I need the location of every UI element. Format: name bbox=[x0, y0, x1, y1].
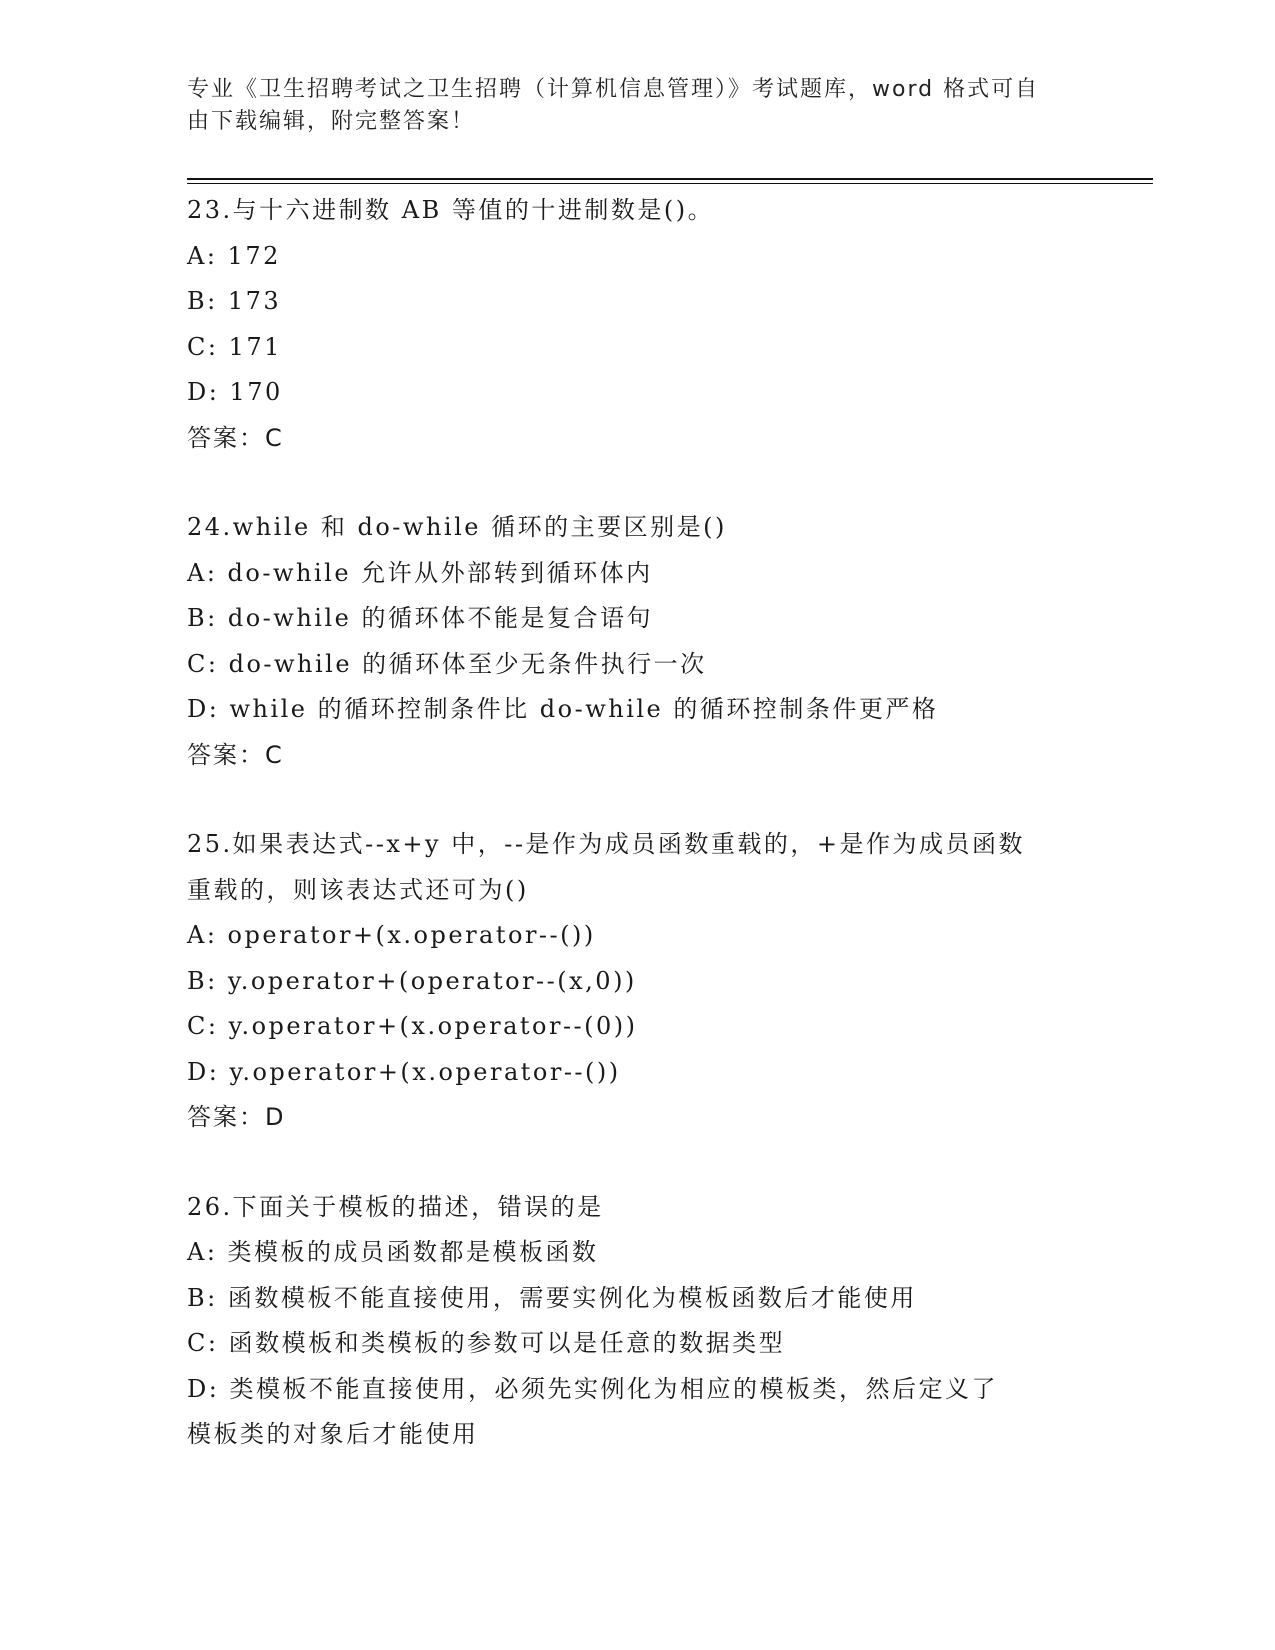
header-line-1: 专业《卫生招聘考试之卫生招聘（计算机信息管理）》考试题库，word 格式可自 bbox=[187, 77, 1040, 102]
answer: 答案：C bbox=[187, 740, 284, 769]
question-stem-line-2: 重载的，则该表达式还可为() bbox=[187, 875, 529, 904]
option-b: B: 函数模板不能直接使用，需要实例化为模板函数后才能使用 bbox=[187, 1283, 917, 1312]
option-d-line-2: 模板类的对象后才能使用 bbox=[187, 1420, 479, 1448]
option-a: A: 172 bbox=[187, 241, 281, 270]
question-24 bbox=[187, 505, 1087, 778]
option-d: D: y.operator+(x.operator--()) bbox=[187, 1057, 621, 1086]
option-a: A: 类模板的成员函数都是模板函数 bbox=[187, 1238, 599, 1266]
question-25 bbox=[187, 822, 1087, 1141]
option-d-line-1: D: 类模板不能直接使用，必须先实例化为相应的模板类，然后定义了 bbox=[187, 1374, 998, 1403]
option-c: C: do-while 的循环体至少无条件执行一次 bbox=[187, 649, 707, 678]
option-d: D: while 的循环控制条件比 do-while 的循环控制条件更严格 bbox=[187, 695, 939, 723]
option-b: B: y.operator+(operator--(x,0)) bbox=[187, 966, 637, 995]
option-b: B: 173 bbox=[187, 287, 282, 315]
question-stem-line-1: 25.如果表达式--x+y 中，--是作为成员函数重载的，+是作为成员函数 bbox=[187, 830, 1026, 858]
answer: 答案：D bbox=[187, 1103, 286, 1131]
option-c: C: 函数模板和类模板的参数可以是任意的数据类型 bbox=[187, 1329, 786, 1357]
header-divider-thin bbox=[187, 183, 1153, 184]
option-d: D: 170 bbox=[187, 378, 283, 406]
option-b: B: do-while 的循环体不能是复合语句 bbox=[187, 604, 653, 632]
header-divider-thick bbox=[187, 178, 1153, 180]
question-23 bbox=[187, 188, 1087, 461]
document-header bbox=[187, 74, 1067, 138]
option-a: A: operator+(x.operator--()) bbox=[187, 921, 596, 949]
option-c: C: 171 bbox=[187, 332, 282, 361]
option-a: A: do-while 允许从外部转到循环体内 bbox=[187, 558, 653, 587]
question-stem: 26.下面关于模板的描述，错误的是 bbox=[187, 1192, 604, 1221]
header-line-2: 由下载编辑，附完整答案！ bbox=[187, 109, 476, 134]
question-list bbox=[187, 188, 1087, 1502]
answer: 答案：C bbox=[187, 423, 284, 452]
option-c: C: y.operator+(x.operator--(0)) bbox=[187, 1012, 638, 1040]
question-26 bbox=[187, 1185, 1087, 1458]
question-stem: 23.与十六进制数 AB 等值的十进制数是()。 bbox=[187, 196, 715, 224]
question-stem: 24.while 和 do-while 循环的主要区别是() bbox=[187, 513, 727, 541]
